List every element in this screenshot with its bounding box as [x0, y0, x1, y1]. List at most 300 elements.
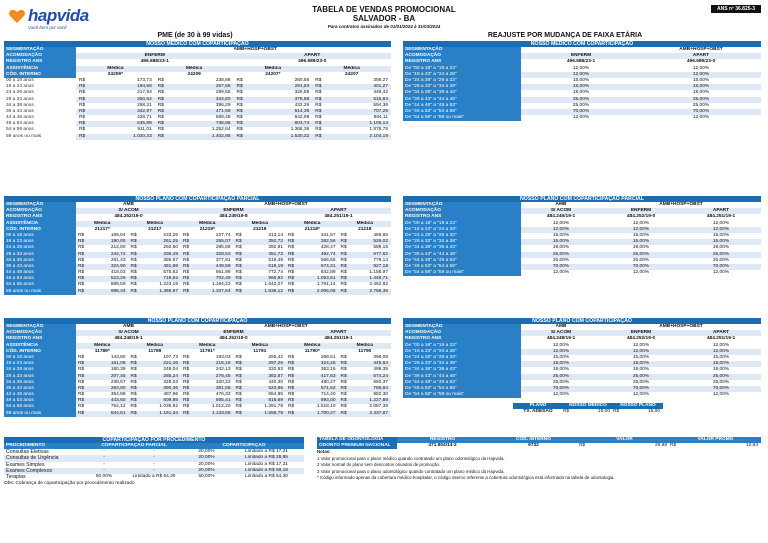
brand-name: hapvida	[28, 6, 89, 25]
cell: 484.252/19-0	[219, 336, 248, 342]
cell: R$	[340, 232, 347, 238]
cell: R$	[315, 84, 322, 90]
cell: 965,92	[268, 276, 283, 282]
cell: 00 a 18 anos	[4, 78, 76, 84]
cell: 526,02	[373, 239, 388, 245]
cell: 70,00%	[692, 108, 710, 114]
pme-table	[4, 41, 391, 140]
cell: R$	[78, 245, 85, 251]
cell: S/ ACOM	[118, 208, 139, 214]
cell: R$	[157, 127, 164, 133]
cell: 193,03	[215, 354, 231, 360]
cell: R$	[157, 108, 164, 114]
cell: 499,35	[373, 367, 388, 373]
cell: 1.036,92	[159, 404, 178, 410]
cell: 15,00%	[632, 239, 650, 245]
cell: R$	[340, 239, 347, 245]
cell: Médica	[199, 220, 216, 226]
section-bar: NOSSO MEDICO COM COPARTICIPAÇÃO	[403, 41, 761, 47]
cell: 660,37	[373, 379, 388, 385]
cell: R$	[183, 373, 190, 379]
section-bar: NOSSO PLANO COM COPARTICIPAÇÃO PARCIAL	[4, 196, 391, 202]
cell: 12,00%	[572, 65, 590, 71]
cell: 15,00%	[712, 354, 730, 360]
cell: R$	[183, 392, 190, 398]
note-line: 2 Valor normal do plano sem descontos oriundos de promoção.	[317, 462, 441, 468]
cell: Médica	[251, 220, 268, 226]
cell: 21219*	[199, 226, 215, 232]
cell: De "49 a 53" a "54 a 58"	[403, 264, 521, 270]
cell: R$	[340, 392, 347, 398]
cell: 386,97	[163, 257, 178, 263]
cell: R$	[130, 257, 137, 263]
cell: R$	[157, 121, 164, 127]
cell: 326,85	[294, 90, 310, 96]
cell: R$	[79, 90, 86, 96]
cell: 375,88	[294, 96, 310, 102]
cell: 445,84	[373, 361, 388, 367]
cell: R$	[78, 410, 85, 416]
cell: R$	[78, 239, 85, 245]
cell: 428,71	[137, 115, 152, 121]
cell: CÓD. INTERNO	[4, 349, 76, 355]
cell: 1.791,14	[316, 282, 336, 288]
cell: 15,00%	[552, 354, 570, 360]
cell: 363,16	[320, 367, 336, 373]
cell: 589,15	[373, 245, 388, 251]
cell: 11791	[253, 348, 267, 354]
cell: R$	[340, 367, 347, 373]
cell: 216,19	[215, 361, 231, 367]
cell: 449,42	[373, 90, 388, 96]
cell: R$	[130, 354, 137, 360]
cell: R$	[340, 410, 347, 416]
cell: De "34 a 38" a "39 a 43"	[403, 367, 521, 373]
cell: PROCEDIMENTO	[4, 443, 84, 449]
cell: 1.642,07	[264, 282, 283, 288]
cell: R$	[183, 245, 190, 251]
cell: R$	[130, 282, 137, 288]
cell: R$	[79, 127, 86, 133]
cell: 24 a 28 anos	[4, 245, 76, 251]
cell: 561,99	[215, 270, 231, 276]
cell: 12,00%	[572, 115, 590, 121]
cell: 15,00%	[712, 361, 730, 367]
cell: 589,48	[215, 115, 231, 121]
cell: 496.688/23-1	[566, 59, 596, 65]
cell: 292,60	[163, 245, 178, 251]
cell: APART	[712, 208, 730, 214]
cell: R$	[235, 379, 242, 385]
cell: 12,00%	[552, 270, 570, 276]
cell: 1.223,19	[159, 282, 178, 288]
cell: R$	[78, 354, 85, 360]
cell: 169,64	[110, 232, 126, 238]
cell: APART	[712, 330, 730, 336]
cell: 297,26	[268, 361, 283, 367]
cell: R$	[288, 354, 295, 360]
cell: 12,00%	[692, 115, 710, 121]
cell: 25,00%	[712, 379, 730, 385]
cell: 12,00%	[572, 71, 590, 77]
cell: S/ ACOM	[550, 208, 572, 214]
cop-obs: Obs: Cobrança de coparticipação por procedimento realizado	[4, 481, 135, 487]
cell: De "49 a 53" a "54 a 58"	[403, 109, 521, 115]
cell: CÓD. INTERNO	[4, 227, 76, 233]
cell: 642,99	[294, 115, 310, 121]
cell: 2.087,39	[369, 404, 388, 410]
cell: R$	[183, 288, 190, 294]
cell: De "39 a 43" a "44 a 48"	[403, 252, 521, 258]
cell: 283,90	[110, 385, 126, 391]
cell: ENFERM	[630, 330, 652, 336]
cell: 280,56	[294, 77, 310, 83]
cell: 39 a 43 anos	[4, 109, 76, 115]
cell: De "19 a 23" a "24 a 28"	[403, 227, 521, 233]
cell: 714,40	[320, 392, 336, 398]
cell: 49 a 53 anos	[4, 276, 76, 282]
cell: 12,00%	[632, 342, 650, 348]
cell: 19 a 23 anos	[4, 84, 76, 90]
cell: 25,00%	[692, 102, 710, 108]
cell: 927,18	[373, 263, 388, 269]
cell: R$	[288, 276, 295, 282]
cell: 803,74	[294, 121, 310, 127]
cell: NOSSO PLANO	[613, 403, 663, 409]
cell: 324,90	[110, 263, 126, 269]
section-bar: NOSSO PLANO COM COPARTICIPAÇÃO PARCIAL	[403, 196, 761, 202]
cell: R$	[183, 257, 190, 263]
cell: 779,14	[373, 257, 388, 263]
cell: De "54 a 58" a "59 ou mais"	[403, 115, 521, 121]
cell: R$	[130, 398, 137, 404]
cell: 12,00%	[552, 348, 570, 354]
cell: 278,45	[215, 373, 231, 379]
cell: 707,29	[373, 108, 388, 114]
cell: 484.251/19-1	[324, 214, 353, 220]
cell: SEGMENTAÇÃO	[403, 202, 521, 208]
cell: Limitado a R$ 28,85	[245, 455, 288, 461]
cell: 15,00	[647, 409, 660, 415]
cell: 535,89	[137, 121, 152, 127]
cell: S/ ACOM	[118, 330, 139, 336]
cell: R$	[183, 379, 190, 385]
cell: 12,00%	[692, 65, 710, 71]
nosso-plano-parcial-table	[4, 196, 391, 295]
cell: 328,03	[163, 379, 178, 385]
cell: R$	[315, 127, 322, 133]
cell: R$	[288, 251, 295, 257]
cell: 19,00%	[552, 245, 570, 251]
cell: 221,46	[163, 361, 178, 367]
cell: 884,11	[373, 115, 388, 121]
cell: 449,59	[215, 263, 231, 269]
cell: 516,84	[373, 96, 388, 102]
cell: R$	[235, 373, 242, 379]
cell: ACOMODAÇÃO	[403, 53, 521, 59]
cell: ACOMODAÇÃO	[403, 330, 521, 336]
cell: 574,24	[373, 373, 388, 379]
cell: Médica	[251, 342, 268, 348]
cell: 12,00%	[712, 270, 730, 276]
cell: 15,00%	[712, 239, 730, 245]
cell: R$	[235, 282, 242, 288]
cell: 1.158,97	[369, 270, 388, 276]
cell: 12,00%	[552, 342, 570, 348]
cell: R$	[78, 379, 85, 385]
cell: De "24 a 28" a "29 a 33"	[403, 78, 521, 84]
cell: -	[153, 449, 155, 455]
cell: VALOR PROMO	[670, 437, 761, 443]
cell: 471,58	[215, 108, 231, 114]
cell: R$	[130, 245, 137, 251]
cell: 255,07	[215, 239, 231, 245]
cell: R$	[340, 354, 347, 360]
cell: R$	[236, 108, 243, 114]
cell: De "19 a 23" a "24 a 28"	[403, 72, 521, 78]
table-row	[317, 443, 761, 449]
cell: 15,00%	[712, 232, 730, 238]
cell: 19 a 23 anos	[4, 239, 76, 245]
cell: 19,00%	[692, 90, 710, 96]
cell: 194,58	[137, 84, 152, 90]
cell: ENFERM	[570, 53, 592, 59]
cell: R$	[235, 263, 242, 269]
cell: 238,88	[215, 77, 231, 83]
table-row	[4, 411, 391, 417]
cell: AMB+HOSP+OBST	[264, 324, 308, 329]
cell: 19,00%	[712, 245, 730, 251]
cell: 50,00%	[198, 473, 215, 479]
table-row	[403, 392, 761, 398]
cell: Consultas Eletivas	[6, 449, 49, 456]
cell: 496.689/23-0	[686, 59, 716, 65]
cell: R$	[236, 90, 243, 96]
cell: 70,00%	[632, 385, 650, 391]
cell: 1.161,34	[159, 410, 178, 416]
cell: 15,00%	[692, 84, 710, 90]
cell: R$	[235, 392, 242, 398]
cell: Limitado a R$ 17,31	[245, 461, 288, 467]
section-bar: COPARTICIPAÇÃO POR PROCEDIMENTO	[4, 437, 304, 443]
cell: R$	[315, 108, 322, 114]
cell: 519,49	[268, 257, 283, 263]
cell: 197,73	[163, 354, 178, 360]
cell: COPARTICIPAÇÃO	[184, 443, 304, 449]
cell: VALOR	[579, 437, 670, 443]
cell: R$	[235, 257, 242, 263]
cell: 566,65	[320, 257, 336, 263]
table-row	[513, 409, 663, 415]
cell: 21218	[358, 226, 372, 232]
cell: 15,00%	[552, 361, 570, 367]
cell: 754,12	[110, 404, 126, 410]
cell: 25,00%	[572, 102, 590, 108]
cell: Médica	[356, 342, 373, 348]
cell: R$	[183, 385, 190, 391]
cell: 484.248/19-1	[546, 336, 576, 342]
cell: R$	[235, 404, 242, 410]
cell: 70,00%	[712, 385, 730, 391]
cell: R$	[183, 263, 190, 269]
cell: 25,00%	[552, 257, 570, 263]
cell: R$	[235, 270, 242, 276]
cell: COPARTICIPAÇÃO PARCIAL	[84, 443, 184, 449]
city-title: SALVADOR - BA	[352, 14, 416, 23]
cell: 190,00	[110, 239, 126, 245]
cell: R$	[288, 361, 295, 367]
cell: 842,89	[320, 270, 336, 276]
cell: 911,01	[137, 127, 152, 133]
cell: 29 a 33 anos	[4, 374, 76, 380]
cell: 281,43	[110, 257, 126, 263]
cell: 736,85	[215, 121, 231, 127]
cell: 480,27	[320, 379, 336, 385]
cell: Limitado a R$ 64,30	[245, 473, 288, 479]
table-row	[403, 270, 761, 276]
cell: R$	[79, 102, 86, 108]
cell: R$	[79, 108, 86, 114]
cell: De "44 a 48" a "49 a 53"	[403, 258, 521, 264]
cell: R$	[157, 90, 164, 96]
cell: R$	[288, 379, 295, 385]
cell: AMB+HOSP+OBST	[659, 202, 703, 207]
table-row	[403, 115, 761, 121]
cell: R$	[315, 90, 322, 96]
cell: 173,73	[137, 77, 152, 83]
cell: R$	[78, 392, 85, 398]
cell: De "34 a 38" a "39 a 43"	[403, 245, 521, 251]
cell: R$	[340, 398, 347, 404]
cell: R$	[79, 121, 86, 127]
cell: 341,57	[320, 232, 336, 238]
cell: 496.688/23-1	[140, 59, 169, 65]
cell: 332,93	[268, 367, 283, 373]
cell: R$	[340, 257, 347, 263]
cell: 398,08	[373, 354, 388, 360]
cell: R$	[78, 373, 85, 379]
cell: De "44 a 48" a "49 a 53"	[403, 380, 521, 386]
cell: R$	[130, 404, 137, 410]
section-bar: NOSSO PLANO COM COPARTICIPAÇÃO	[4, 318, 391, 324]
cell: 1.448,71	[369, 276, 388, 282]
cell: R$	[130, 288, 137, 294]
cell: 15,00%	[572, 77, 590, 83]
cell: R$	[235, 288, 242, 294]
cell: 12,00%	[712, 220, 730, 226]
cell: ENFERM	[223, 330, 244, 336]
cell: 54 a 58 anos	[4, 127, 76, 133]
cell: 514,39	[294, 108, 310, 114]
cell: R$	[288, 257, 295, 263]
cell: R$	[130, 392, 137, 398]
cell: TX. ADESÃO	[523, 409, 553, 415]
cell: R$	[183, 276, 190, 282]
cell: 785,84	[373, 385, 388, 391]
cell: 1.020,33	[133, 133, 152, 139]
cell: 11790*	[304, 348, 320, 354]
cell: Limitado a R$ 64,30	[132, 473, 176, 479]
cell: 377,81	[215, 257, 231, 263]
ans-badge: ANS nº 36.825-3	[711, 5, 761, 13]
cell: R$	[78, 257, 85, 263]
cell: 12,00%	[632, 270, 650, 276]
cell: 54 a 58 anos	[4, 282, 76, 288]
pme-bar: NOSSO MEDICO COM COPARTICIPAÇÃO	[4, 41, 391, 47]
cell: 1.391,78	[264, 404, 283, 410]
cell: 19,00%	[632, 367, 650, 373]
cell: R$	[235, 385, 242, 391]
cell: R$	[183, 367, 190, 373]
cell: R$	[78, 288, 85, 294]
cell: 609,95	[163, 398, 178, 404]
cell: R$	[130, 410, 137, 416]
cell: ODONTO PREMIUM NACIONAL	[317, 443, 397, 449]
cell: APART	[304, 53, 321, 59]
cell: 59 anos ou mais	[4, 289, 76, 295]
cell: APART	[692, 53, 710, 59]
cell: 390,36	[163, 385, 178, 391]
cell: 440,30	[268, 379, 283, 385]
cell: R$	[340, 276, 347, 282]
cell: 382,87	[268, 373, 283, 379]
cell: 25,00%	[552, 251, 570, 257]
cell: R$	[130, 361, 137, 367]
cell: R$	[157, 102, 164, 108]
cell: AMB+HOSP+OBST	[659, 324, 703, 329]
cell: 12,00%	[552, 220, 570, 226]
cell: SEGMENTAÇÃO	[4, 47, 76, 53]
cell: 24 a 28 anos	[4, 367, 76, 373]
cell: Médica	[146, 342, 163, 348]
cell: Exames Complexos	[6, 467, 53, 474]
cell: AMB	[555, 324, 567, 329]
cell: R$	[288, 282, 295, 288]
cell: 70,00%	[552, 263, 570, 269]
cell: R$	[183, 398, 190, 404]
cell: 443,60	[110, 398, 126, 404]
cell: REGISTRO ANS	[4, 214, 76, 220]
cell: REGISTRO ANS	[4, 59, 76, 65]
cell: 844,61	[110, 410, 126, 416]
cell: 484.248/19-1	[114, 336, 143, 342]
cell: 893,00	[320, 398, 336, 404]
reajuste-table-2	[403, 196, 761, 276]
cell: R$	[563, 409, 570, 415]
cell: 320,22	[215, 379, 231, 385]
cell: R$	[183, 410, 190, 416]
cell: R$	[235, 354, 242, 360]
cell: REGISTRO	[397, 437, 488, 443]
cell: 484.251/19-1	[324, 336, 353, 342]
cell: R$	[130, 251, 137, 257]
reajuste-title: REAJUSTE POR MUDANÇA DE FAIXA ETÁRIA	[487, 32, 643, 39]
cell: 19,00%	[552, 367, 570, 373]
cell: R$	[235, 239, 242, 245]
reajuste-table-3	[403, 318, 761, 416]
cell: R$	[236, 127, 243, 133]
cell: 350,72	[268, 239, 283, 245]
cell: De "29 a 33" a "34 a 38"	[403, 361, 521, 367]
cell: 299,65	[215, 90, 231, 96]
cell: R$	[288, 232, 295, 238]
cell: 11790	[358, 348, 372, 354]
cell: 484.246/19-1	[546, 214, 576, 220]
cell: 25,00%	[632, 257, 650, 263]
cell: R$	[236, 115, 243, 121]
brand-tagline: Vacê bem por você	[28, 25, 67, 30]
cell: R$	[183, 282, 190, 288]
